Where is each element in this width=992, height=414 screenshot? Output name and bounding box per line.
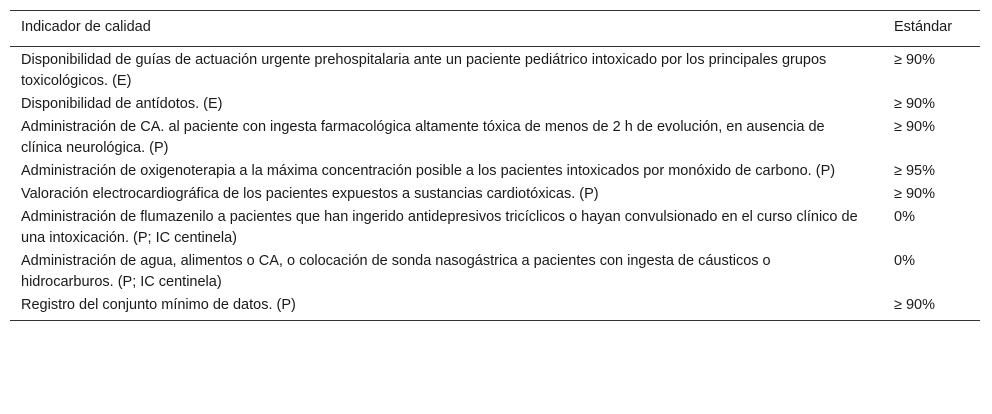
indicator-cell: Valoración electrocardiográfica de los pacientes expuestos a sustancias cardiotóxicas. (P) bbox=[21, 186, 599, 202]
indicator-cell: Administración de oxigenoterapia a la máxima concentración posible a los pacientes intoxicados por monóxido de carbono. (P) bbox=[21, 163, 836, 179]
standard-cell: ≥ 90% bbox=[894, 96, 936, 112]
table-header bbox=[10, 11, 980, 47]
indicator-cell: Administración de flumazenilo a pacientes que han ingerido antidepresivos tricíclicos o hayan convulsionado en el curso clínico de una intoxicación. (P; IC centinela) bbox=[21, 209, 858, 246]
standard-cell: ≥ 95% bbox=[894, 163, 936, 179]
table-row bbox=[10, 250, 980, 294]
table-row bbox=[10, 206, 980, 250]
quality-indicators-table-container bbox=[10, 10, 980, 321]
table-row bbox=[10, 160, 980, 183]
header-indicator: Indicador de calidad bbox=[21, 19, 151, 35]
header-row bbox=[10, 11, 980, 47]
standard-cell: 0% bbox=[894, 253, 915, 269]
table-row bbox=[10, 294, 980, 321]
standard-cell: ≥ 90% bbox=[894, 297, 936, 313]
indicator-cell: Administración de CA. al paciente con ingesta farmacológica altamente tóxica de menos de 2 h de evolución, en ausencia de clínica neurológica. (P) bbox=[21, 119, 825, 156]
indicator-cell: Registro del conjunto mínimo de datos. (P) bbox=[21, 297, 296, 313]
standard-cell: 0% bbox=[894, 209, 915, 225]
indicator-cell: Administración de agua, alimentos o CA, o colocación de sonda nasogástrica a pacientes con ingesta de cáusticos o hidrocarburos. (P; IC centinela) bbox=[21, 253, 771, 290]
table-body bbox=[10, 47, 980, 321]
indicator-cell: Disponibilidad de antídotos. (E) bbox=[21, 96, 223, 112]
standard-cell: ≥ 90% bbox=[894, 52, 936, 68]
table-row bbox=[10, 47, 980, 94]
indicator-cell: Disponibilidad de guías de actuación urgente prehospitalaria ante un paciente pediátrico intoxicado por los principales grupos toxicológicos. (E) bbox=[21, 52, 827, 89]
header-standard: Estándar bbox=[894, 19, 953, 35]
standard-cell: ≥ 90% bbox=[894, 186, 936, 202]
standard-cell: ≥ 90% bbox=[894, 119, 936, 135]
table-row bbox=[10, 116, 980, 160]
table-row bbox=[10, 183, 980, 206]
quality-indicators-table bbox=[10, 10, 980, 321]
table-row bbox=[10, 93, 980, 116]
